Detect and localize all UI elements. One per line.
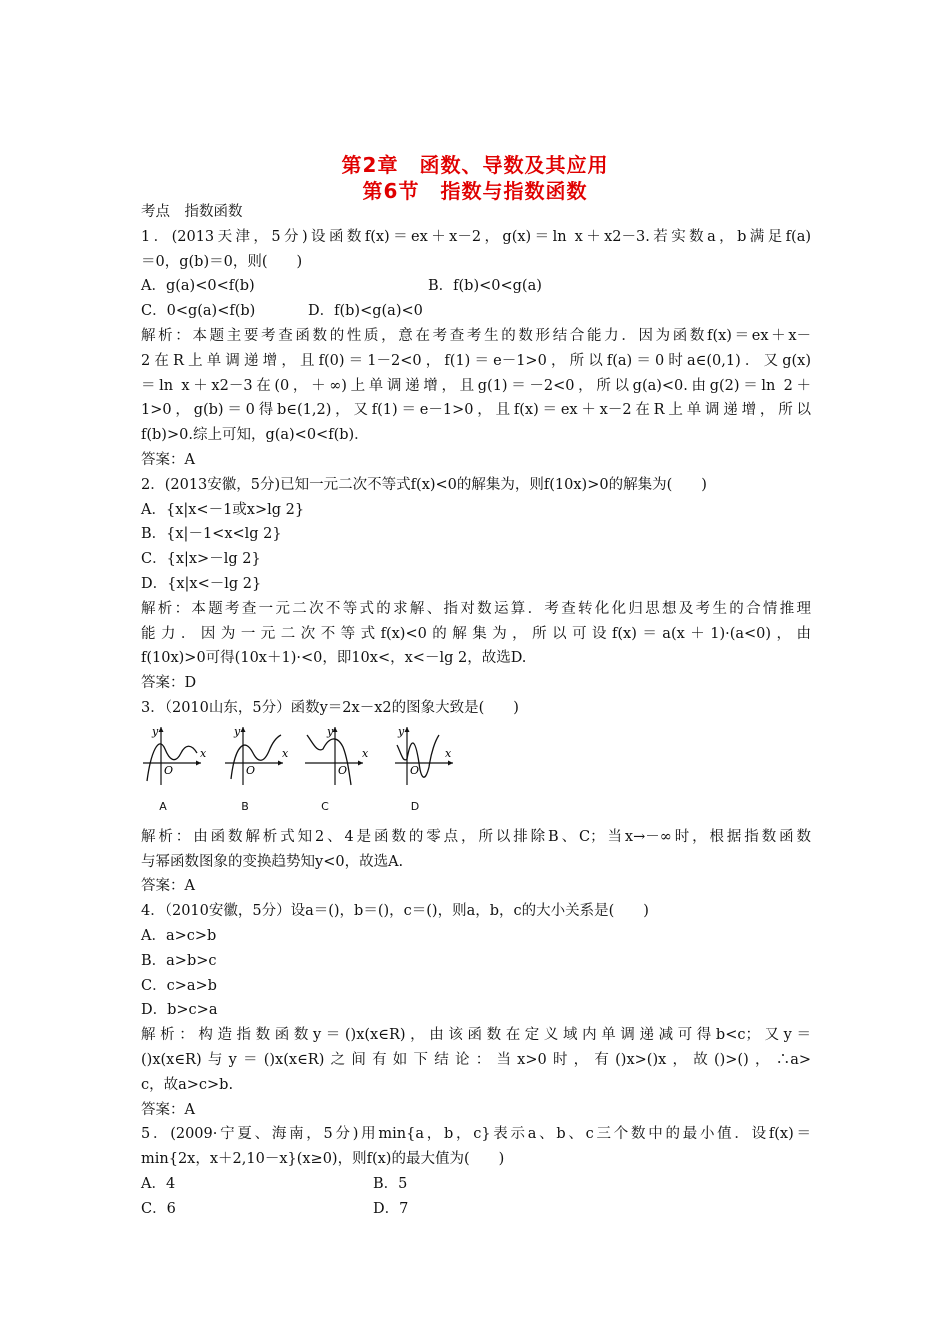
q3-c-x-label: x	[362, 746, 369, 760]
q1-options-row2	[141, 299, 811, 324]
q1-analysis-line4: 1>0，g(b)＝0得b∈(1,2)，又f(1)＝e－1>0，且f(x)＝ex＋x－2在R上单调递增，所以	[141, 402, 811, 419]
q3-graph-a	[141, 723, 211, 815]
section-title: 第6节 指数与指数函数	[362, 179, 588, 203]
q2-analysis-line2: 能力．因为一元二次不等式f(x)<0的解集为，所以可设f(x)＝a(x＋1)·(a<0)，由	[141, 625, 811, 642]
document-body	[141, 200, 811, 1221]
q2-analysis-line1: 解析：本题考查一元二次不等式的求解、指对数运算．考查转化化归思想及考生的合情推理	[141, 600, 811, 617]
q5-stem-line1: 5．(2009·宁夏、海南，5分)用min{a，b，c}表示a、b、c三个数中的最小值．设f(x)＝	[141, 1126, 811, 1143]
chapter-title: 第2章 函数、导数及其应用	[341, 153, 609, 177]
q2-option-d: D．{x|x<－lg 2}	[141, 575, 262, 592]
q3-c-y-label: y	[327, 724, 334, 738]
q5-options-row1	[141, 1172, 811, 1197]
q4-option-c: C．c>a>b	[141, 977, 217, 994]
q1-options-row1	[141, 274, 811, 299]
q2-stem: 2．(2013安徽，5分)已知一元二次不等式f(x)<0的解集为，则f(10x)>0的解集为( )	[141, 476, 707, 493]
q4-stem: 4．（2010安徽，5分）设a＝()，b＝()，c＝()，则a，b，c的大小关系是( )	[141, 903, 649, 920]
q3-b-y-label: y	[234, 724, 241, 738]
q3-b-origin-label: O	[246, 763, 256, 777]
q1-answer: 答案：A	[141, 451, 195, 468]
q3-caption-c: C	[321, 799, 329, 813]
q4-analysis-line3: c，故a>c>b.	[141, 1076, 234, 1093]
q2-option-b: B．{x|－1<x<lg 2}	[141, 526, 282, 543]
q3-b-x-label: x	[282, 746, 289, 760]
q1-analysis-line3: ＝ln x＋x2－3在(0，＋∞)上单调递增，且g(1)＝－2<0，所以g(a)<0.由g(2)＝ln 2＋	[141, 377, 811, 394]
q3-graph-c	[303, 723, 373, 815]
q3-graph-options	[141, 723, 471, 817]
q5-option-d: D．7	[373, 1200, 409, 1217]
q3-d-y-label: y	[398, 724, 405, 738]
q3-analysis-line1: 解析：由函数解析式知2、4是函数的零点，所以排除B、C；当x→－∞时，根据指数函数	[141, 828, 811, 845]
q1-analysis-line1: 解析：本题主要考查函数的性质，意在考查考生的数形结合能力．因为函数f(x)＝ex＋x－	[141, 327, 811, 344]
q5-options-row2	[141, 1197, 811, 1222]
q4-analysis-line1: 解析：构造指数函数y＝()x(x∈R)，由该函数在定义域内单调递减可得b<c；又y＝	[141, 1027, 811, 1044]
q4-option-b: B．a>b>c	[141, 952, 217, 969]
q3-a-y-label: y	[152, 724, 159, 738]
q1-stem-line2: ＝0，g(b)＝0，则( )	[141, 253, 303, 270]
q5-option-a: A．4	[141, 1175, 176, 1192]
q1-stem-line1: 1．(2013天津，5分)设函数f(x)＝ex＋x－2，g(x)＝ln x＋x2－3.若实数a，b满足f(a)	[141, 228, 811, 245]
q2-analysis-line3: f(10x)>0可得(10x＋1)·<0，即10x<，x<－lg 2，故选D.	[141, 650, 527, 667]
q5-option-b: B．5	[373, 1175, 408, 1192]
q5-stem-line2: min{2x，x＋2,10－x}(x≥0)，则f(x)的最大值为( )	[141, 1151, 505, 1168]
q4-option-a: A．a>c>b	[141, 927, 217, 944]
q1-option-a: A．g(a)<0<f(b)	[141, 278, 255, 295]
q2-option-c: C．{x|x>－lg 2}	[141, 551, 261, 568]
q4-analysis-line2: ()x(x∈R)与y＝()x(x∈R)之间有如下结论：当x>0时，有()x>()x，故()>()，∴a>	[141, 1051, 811, 1068]
q4-option-d: D．b>c>a	[141, 1002, 218, 1019]
q2-option-a: A．{x|x<－1或x>lg 2}	[141, 501, 305, 518]
q3-caption-b: B	[241, 799, 249, 813]
q3-a-x-label: x	[200, 746, 207, 760]
q3-a-origin-label: O	[164, 763, 174, 777]
q1-option-b: B．f(b)<0<g(a)	[428, 278, 542, 295]
q3-d-origin-label: O	[410, 763, 420, 777]
q1-option-d: D．f(b)<g(a)<0	[308, 303, 423, 320]
q3-graph-b	[223, 723, 293, 815]
q3-graph-d	[393, 723, 463, 815]
q4-answer: 答案：A	[141, 1101, 195, 1118]
topic-heading: 考点 指数函数	[141, 204, 243, 220]
q3-d-x-label: x	[445, 746, 452, 760]
q3-caption-d: D	[410, 799, 420, 813]
q3-caption-a: A	[159, 799, 167, 813]
q3-stem: 3．（2010山东，5分）函数y＝2x－x2的图象大致是( )	[141, 699, 519, 716]
q1-option-c: C．0<g(a)<f(b)	[141, 303, 256, 320]
q2-answer: 答案：D	[141, 675, 197, 692]
q1-analysis-line5: f(b)>0.综上可知，g(a)<0<f(b)．	[141, 427, 369, 444]
q3-analysis-line2: 与幂函数图象的变换趋势知y<0，故选A.	[141, 853, 404, 870]
q3-c-origin-label: O	[338, 763, 348, 777]
q3-answer: 答案：A	[141, 878, 195, 895]
q5-option-c: C．6	[141, 1200, 176, 1217]
q1-analysis-line2: 2在R上单调递增，且f(0)＝1－2<0，f(1)＝e－1>0，所以f(a)＝0时a∈(0,1)．又g(x)	[141, 352, 811, 369]
